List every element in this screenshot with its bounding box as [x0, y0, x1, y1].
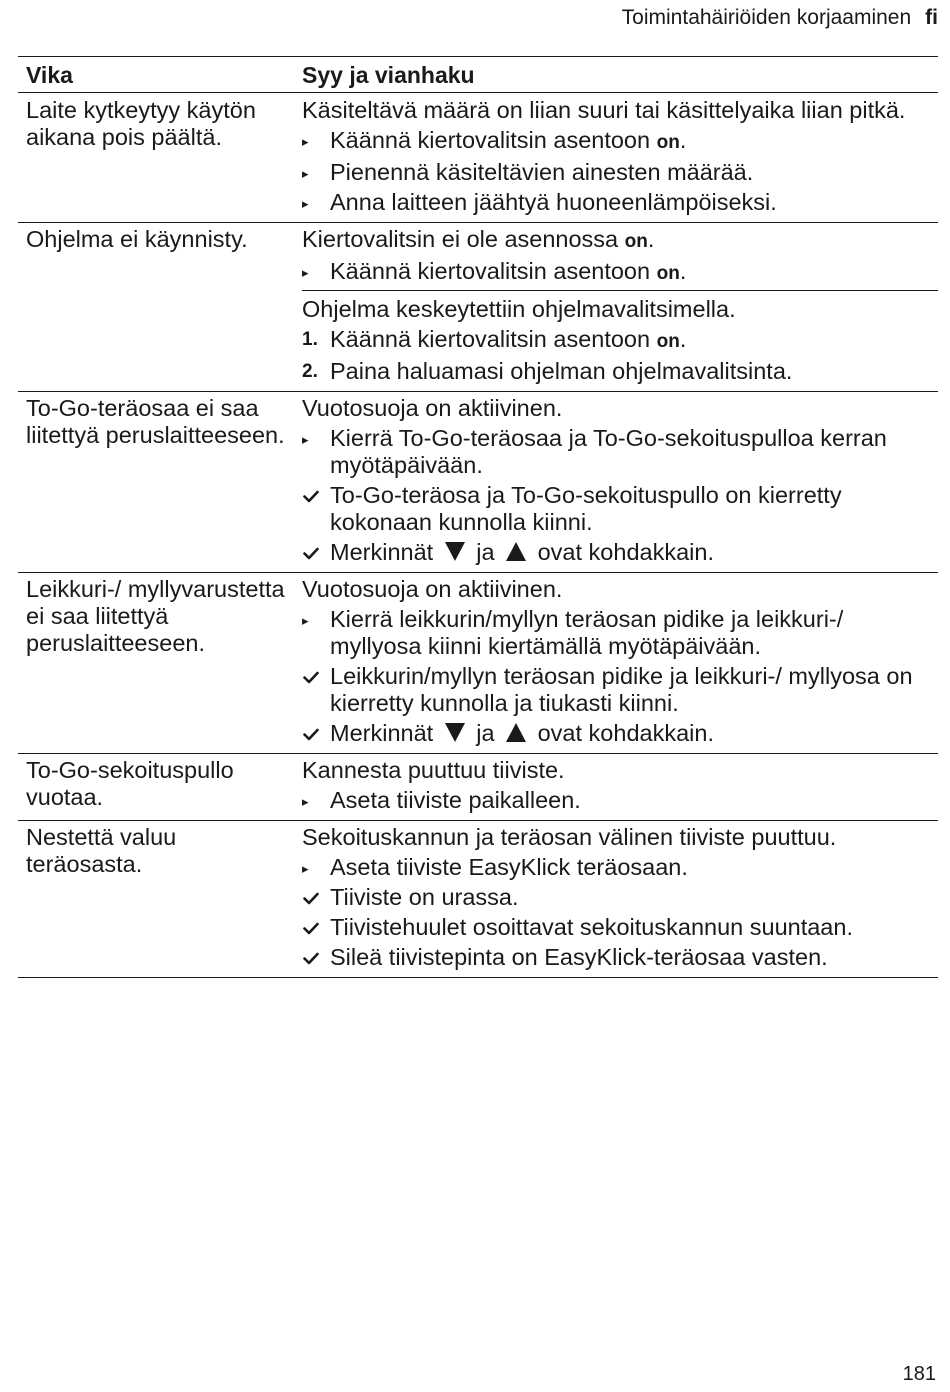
- troubleshooting-table: [18, 56, 938, 978]
- table-body: [18, 93, 938, 978]
- result-text: Leikkurin/myllyn teräosan pidike ja leikkuri-/ myllyosa on kierretty kunnolla ja tiukasti kiinni.: [330, 663, 913, 716]
- cause-label: Käsiteltävä määrä on liian suuri tai käsittelyaika liian pitkä.: [302, 97, 906, 123]
- right-triangle-bullet-icon: ▸: [302, 134, 309, 149]
- step-text: Käännä kiertovalitsin asentoon: [330, 127, 657, 153]
- remedy-cell: [294, 223, 938, 392]
- fault-cell: To-Go-sekoituspullo vuotaa.: [18, 754, 294, 821]
- result-line: [302, 944, 930, 971]
- cause-text: [302, 395, 930, 422]
- action-step: [302, 787, 930, 814]
- right-triangle-bullet-icon: ▸: [302, 613, 309, 628]
- step-text: Kierrä leikkurin/myllyn teräosan pidike ja leikkuri-/ myllyosa kiinni kiertämällä myötäpäivään.: [330, 606, 844, 659]
- fault-cell: Ohjelma ei käynnisty.: [18, 223, 294, 392]
- up-triangle-marking-icon: [505, 722, 527, 743]
- result-line: [302, 539, 930, 566]
- running-header: [622, 6, 938, 30]
- cause-text: [302, 226, 930, 255]
- step-number: 1.: [302, 329, 318, 350]
- step-text: Aseta tiiviste paikalleen.: [330, 787, 581, 813]
- action-step: [302, 606, 930, 660]
- column-header-remedy: Syy ja vianhaku: [294, 57, 938, 93]
- table-row: [18, 754, 938, 821]
- cause-text: [302, 296, 930, 323]
- right-triangle-bullet-icon: ▸: [302, 265, 309, 280]
- check-mark-icon: [303, 490, 319, 503]
- table-row: [18, 392, 938, 573]
- fault-cell: Nestettä valuu teräosasta.: [18, 821, 294, 978]
- result-text: Tiivistehuulet osoittavat sekoituskannun suuntaan.: [330, 914, 853, 940]
- cause-text: [302, 757, 930, 784]
- action-step: [302, 258, 930, 287]
- numbered-step: [302, 326, 930, 355]
- numbered-step: [302, 358, 930, 385]
- fault-cell: Laite kytkeytyy käytön aikana pois päältä.: [18, 93, 294, 223]
- step-number: 2.: [302, 361, 318, 382]
- action-step: [302, 854, 930, 881]
- cause-text: [302, 97, 930, 124]
- result-line: [302, 663, 930, 717]
- step-text: Käännä kiertovalitsin asentoon: [330, 326, 657, 352]
- right-triangle-bullet-icon: ▸: [302, 432, 309, 447]
- table-header-row: [18, 57, 938, 93]
- cause-label: Vuotosuoja on aktiivinen.: [302, 395, 563, 421]
- right-triangle-bullet-icon: ▸: [302, 794, 309, 809]
- check-mark-icon: [303, 952, 319, 965]
- check-mark-icon: [303, 728, 319, 741]
- result-text: Merkinnät: [330, 539, 440, 565]
- right-triangle-bullet-icon: ▸: [302, 196, 309, 211]
- remedy-cell: [294, 573, 938, 754]
- cause-group: [302, 824, 938, 971]
- step-text: Aseta tiiviste EasyKlick teräosaan.: [330, 854, 688, 880]
- cause-label: Kannesta puuttuu tiiviste.: [302, 757, 565, 783]
- cause-group: [302, 395, 938, 566]
- action-step: [302, 159, 930, 186]
- step-end: .: [679, 326, 687, 352]
- action-step: [302, 425, 930, 479]
- right-triangle-bullet-icon: ▸: [302, 166, 309, 181]
- on-position-label: on: [656, 331, 680, 352]
- right-triangle-bullet-icon: ▸: [302, 861, 309, 876]
- check-mark-icon: [303, 671, 319, 684]
- cause-label: Vuotosuoja on aktiivinen.: [302, 576, 563, 602]
- step-text: Anna laitteen jäähtyä huoneenlämpöiseksi.: [330, 189, 777, 215]
- column-header-fault: Vika: [18, 57, 294, 93]
- action-step: [302, 189, 930, 216]
- cause-group: [302, 757, 938, 814]
- cause-group: [302, 97, 938, 216]
- remedy-cell: [294, 754, 938, 821]
- cause-text: [302, 576, 930, 603]
- step-text: Pienennä käsiteltävien ainesten määrää.: [330, 159, 754, 185]
- remedy-cell: [294, 392, 938, 573]
- check-mark-icon: [303, 547, 319, 560]
- remedy-cell: [294, 93, 938, 223]
- table-row: [18, 223, 938, 392]
- up-triangle-marking-icon: [505, 541, 527, 562]
- result-line: [302, 482, 930, 536]
- cause-group: [302, 290, 938, 385]
- cause-group: [302, 226, 938, 287]
- check-mark-icon: [303, 922, 319, 935]
- down-triangle-marking-icon: [444, 541, 466, 562]
- fault-cell: Leikkuri-/ myllyvarustetta ei saa liitettyä peruslaitteeseen.: [18, 573, 294, 754]
- step-text: Käännä kiertovalitsin asentoon: [330, 258, 657, 284]
- page-number: 181: [902, 1363, 936, 1385]
- result-end: ovat kohdakkain.: [531, 539, 714, 565]
- fault-cell: To-Go-teräosaa ei saa liitettyä peruslaitteeseen.: [18, 392, 294, 573]
- step-text: Kierrä To-Go-teräosaa ja To-Go-sekoituspulloa kerran myötäpäivään.: [330, 425, 887, 478]
- result-text: To-Go-teräosa ja To-Go-sekoituspullo on kierretty kokonaan kunnolla kiinni.: [330, 482, 842, 535]
- on-position-label: on: [624, 231, 648, 252]
- step-text: Paina haluamasi ohjelman ohjelmavalitsinta.: [330, 358, 793, 384]
- step-end: .: [679, 258, 687, 284]
- cause-label: Sekoituskannun ja teräosan välinen tiiviste puuttuu.: [302, 824, 837, 850]
- table-row: [18, 821, 938, 978]
- result-end: ovat kohdakkain.: [531, 720, 714, 746]
- cause-end: .: [647, 226, 655, 252]
- result-line: [302, 720, 930, 747]
- cause-label: Kiertovalitsin ei ole asennossa: [302, 226, 625, 252]
- step-end: .: [679, 127, 687, 153]
- result-mid: ja: [469, 539, 502, 565]
- result-text: Tiiviste on urassa.: [330, 884, 519, 910]
- remedy-cell: [294, 821, 938, 978]
- section-title: Toimintahäiriöiden korjaaminen: [621, 6, 912, 29]
- result-line: [302, 914, 930, 941]
- table-row: [18, 573, 938, 754]
- cause-label: Ohjelma keskeytettiin ohjelmavalitsimella.: [302, 296, 736, 322]
- on-position-label: on: [656, 132, 680, 153]
- down-triangle-marking-icon: [444, 722, 466, 743]
- cause-group: [302, 576, 938, 747]
- check-mark-icon: [303, 892, 319, 905]
- language-code: fi: [925, 6, 938, 29]
- cause-text: [302, 824, 930, 851]
- on-position-label: on: [656, 263, 680, 284]
- result-text: Sileä tiivistepinta on EasyKlick-teräosaa vasten.: [330, 944, 828, 970]
- result-text: Merkinnät: [330, 720, 440, 746]
- result-line: [302, 884, 930, 911]
- table-row: [18, 93, 938, 223]
- action-step: [302, 127, 930, 156]
- result-mid: ja: [469, 720, 502, 746]
